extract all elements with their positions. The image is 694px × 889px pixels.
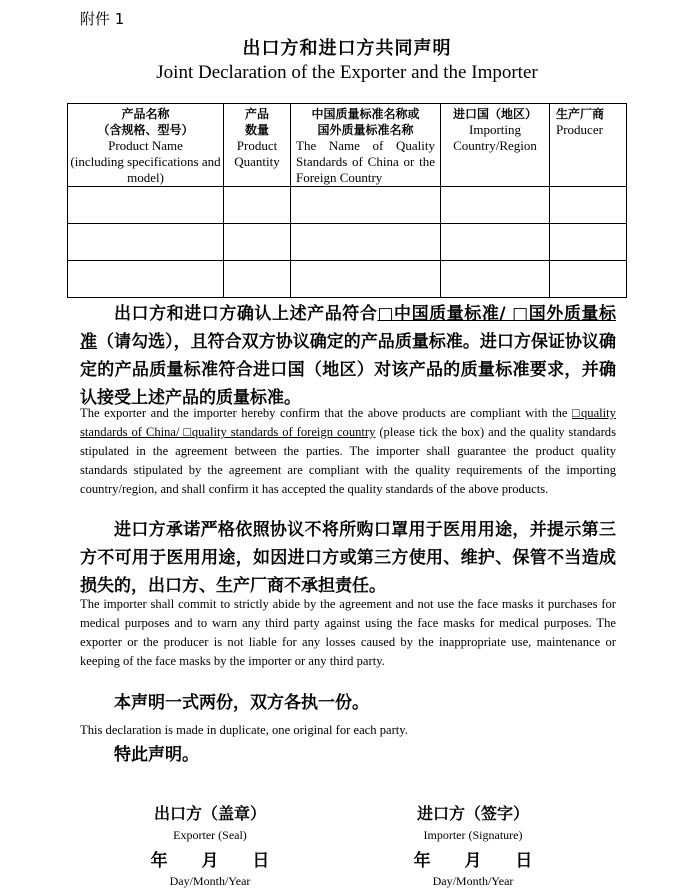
paragraph-confirmation-en [80,404,616,499]
table-row [68,187,627,224]
annex-label: 附件 1 [80,10,125,28]
table-cell-producer[interactable] [550,224,627,261]
header-product-name [68,104,224,187]
text-run: (please tick the box) and the quality standards stipulated in the agreement between the parties. The importer shall guarantee the product quality standards stipulated by the agreement are compliant with the quality requirements of the importing country/region, and shall confirm it has accepted the quality standards of the above products. [80,425,616,496]
header-importing-country [441,104,550,187]
table-cell-product-name[interactable] [68,261,224,298]
table-cell-producer[interactable] [550,261,627,298]
header-label-cn: 产品 数量 [244,107,269,137]
table-cell-country[interactable] [441,187,550,224]
header-label-en: Product Quantity [234,138,280,169]
importer-date-field[interactable]: 年 月 日 [413,851,547,871]
importer-label-cn: 进口方（签字） [416,804,529,823]
title-english: Joint Declaration of the Exporter and the Importer [156,62,538,83]
exporter-date-format: Day/Month/Year [169,874,251,888]
text-run: The exporter and the importer hereby confirm that the above products are compliant with the [80,406,572,420]
table-cell-country[interactable] [441,224,550,261]
importer-label-en: Importer (Signature) [423,828,523,842]
table-cell-product-name[interactable] [68,224,224,261]
header-label-en: Importing Country/Region [453,122,537,153]
paragraph-confirmation-cn [80,300,616,412]
table-header-row [68,104,627,187]
table-cell-standards[interactable] [291,187,441,224]
table-cell-standards[interactable] [291,224,441,261]
paragraph-commitment-cn: 进口方承诺严格依照协议不将所购口罩用于医用用途，并提示第三方不可用于医用用途，如因进口方或第三方使用、维护、保管不当造成损失的，出口方、生产厂商不承担责任。 [80,520,616,596]
header-quality-standards [291,104,441,187]
table-row [68,261,627,298]
importer-signature-block [393,801,553,889]
header-label-en: The Name of Quality Standards of China or the Foreign Country [296,138,435,185]
title-chinese: 出口方和进口方共同声明 [242,38,452,59]
header-label-cn: 进口国（地区） [452,107,537,121]
table-cell-product-name[interactable] [68,187,224,224]
standards-checkbox-options-cn[interactable]: □中国质量标准/ □国外质量标准 [80,304,616,352]
header-producer [550,104,627,187]
exporter-label-cn: 出口方（盖章） [153,804,266,823]
table-cell-quantity[interactable] [224,261,291,298]
paragraph-duplicate-cn: 本声明一式两份，双方各执一份。 [114,693,369,713]
table-cell-producer[interactable] [550,187,627,224]
exporter-label-en: Exporter (Seal) [173,828,247,842]
header-label-en: Product Name (including specifications and model) [70,138,221,185]
paragraph-duplicate-en: This declaration is made in duplicate, one original for each party. [80,723,408,737]
table-cell-quantity[interactable] [224,187,291,224]
declaration-table [67,103,627,298]
table-cell-quantity[interactable] [224,224,291,261]
exporter-date-field[interactable]: 年 月 日 [150,851,284,871]
header-quantity [224,104,291,187]
header-label-cn: 中国质量标准名称或 国外质量标准名称 [311,107,420,137]
closing-statement: 特此声明。 [114,745,199,765]
text-run: 出口方和进口方确认上述产品符合 [114,304,378,324]
table-cell-country[interactable] [441,261,550,298]
importer-date-format: Day/Month/Year [432,874,514,888]
paragraph-commitment-en: The importer shall commit to strictly abide by the agreement and not use the face masks it purchases for medical purposes and to warn any third party against using the face masks for medical purposes. The exporter or the producer is not liable for any losses caused by the inappropriate use, maintenance or keeping of the face masks by the importer or any third party. [80,597,616,668]
table-row [68,224,627,261]
header-label-en: Producer [556,122,603,137]
text-run: （请勾选），且符合双方协议确定的产品质量标准。进口方保证协议确定的产品质量标准符合进口国（地区）对该产品的质量标准要求，并确认接受上述产品的质量标准。 [80,332,617,408]
header-label-cn: 生产厂商 [556,107,605,121]
standards-checkbox-options-en[interactable]: □quality standards of China/ □quality standards of foreign country [80,406,616,439]
exporter-signature-block [130,801,290,889]
table-cell-standards[interactable] [291,261,441,298]
header-label-cn: 产品名称 （含规格、型号） [97,107,194,137]
